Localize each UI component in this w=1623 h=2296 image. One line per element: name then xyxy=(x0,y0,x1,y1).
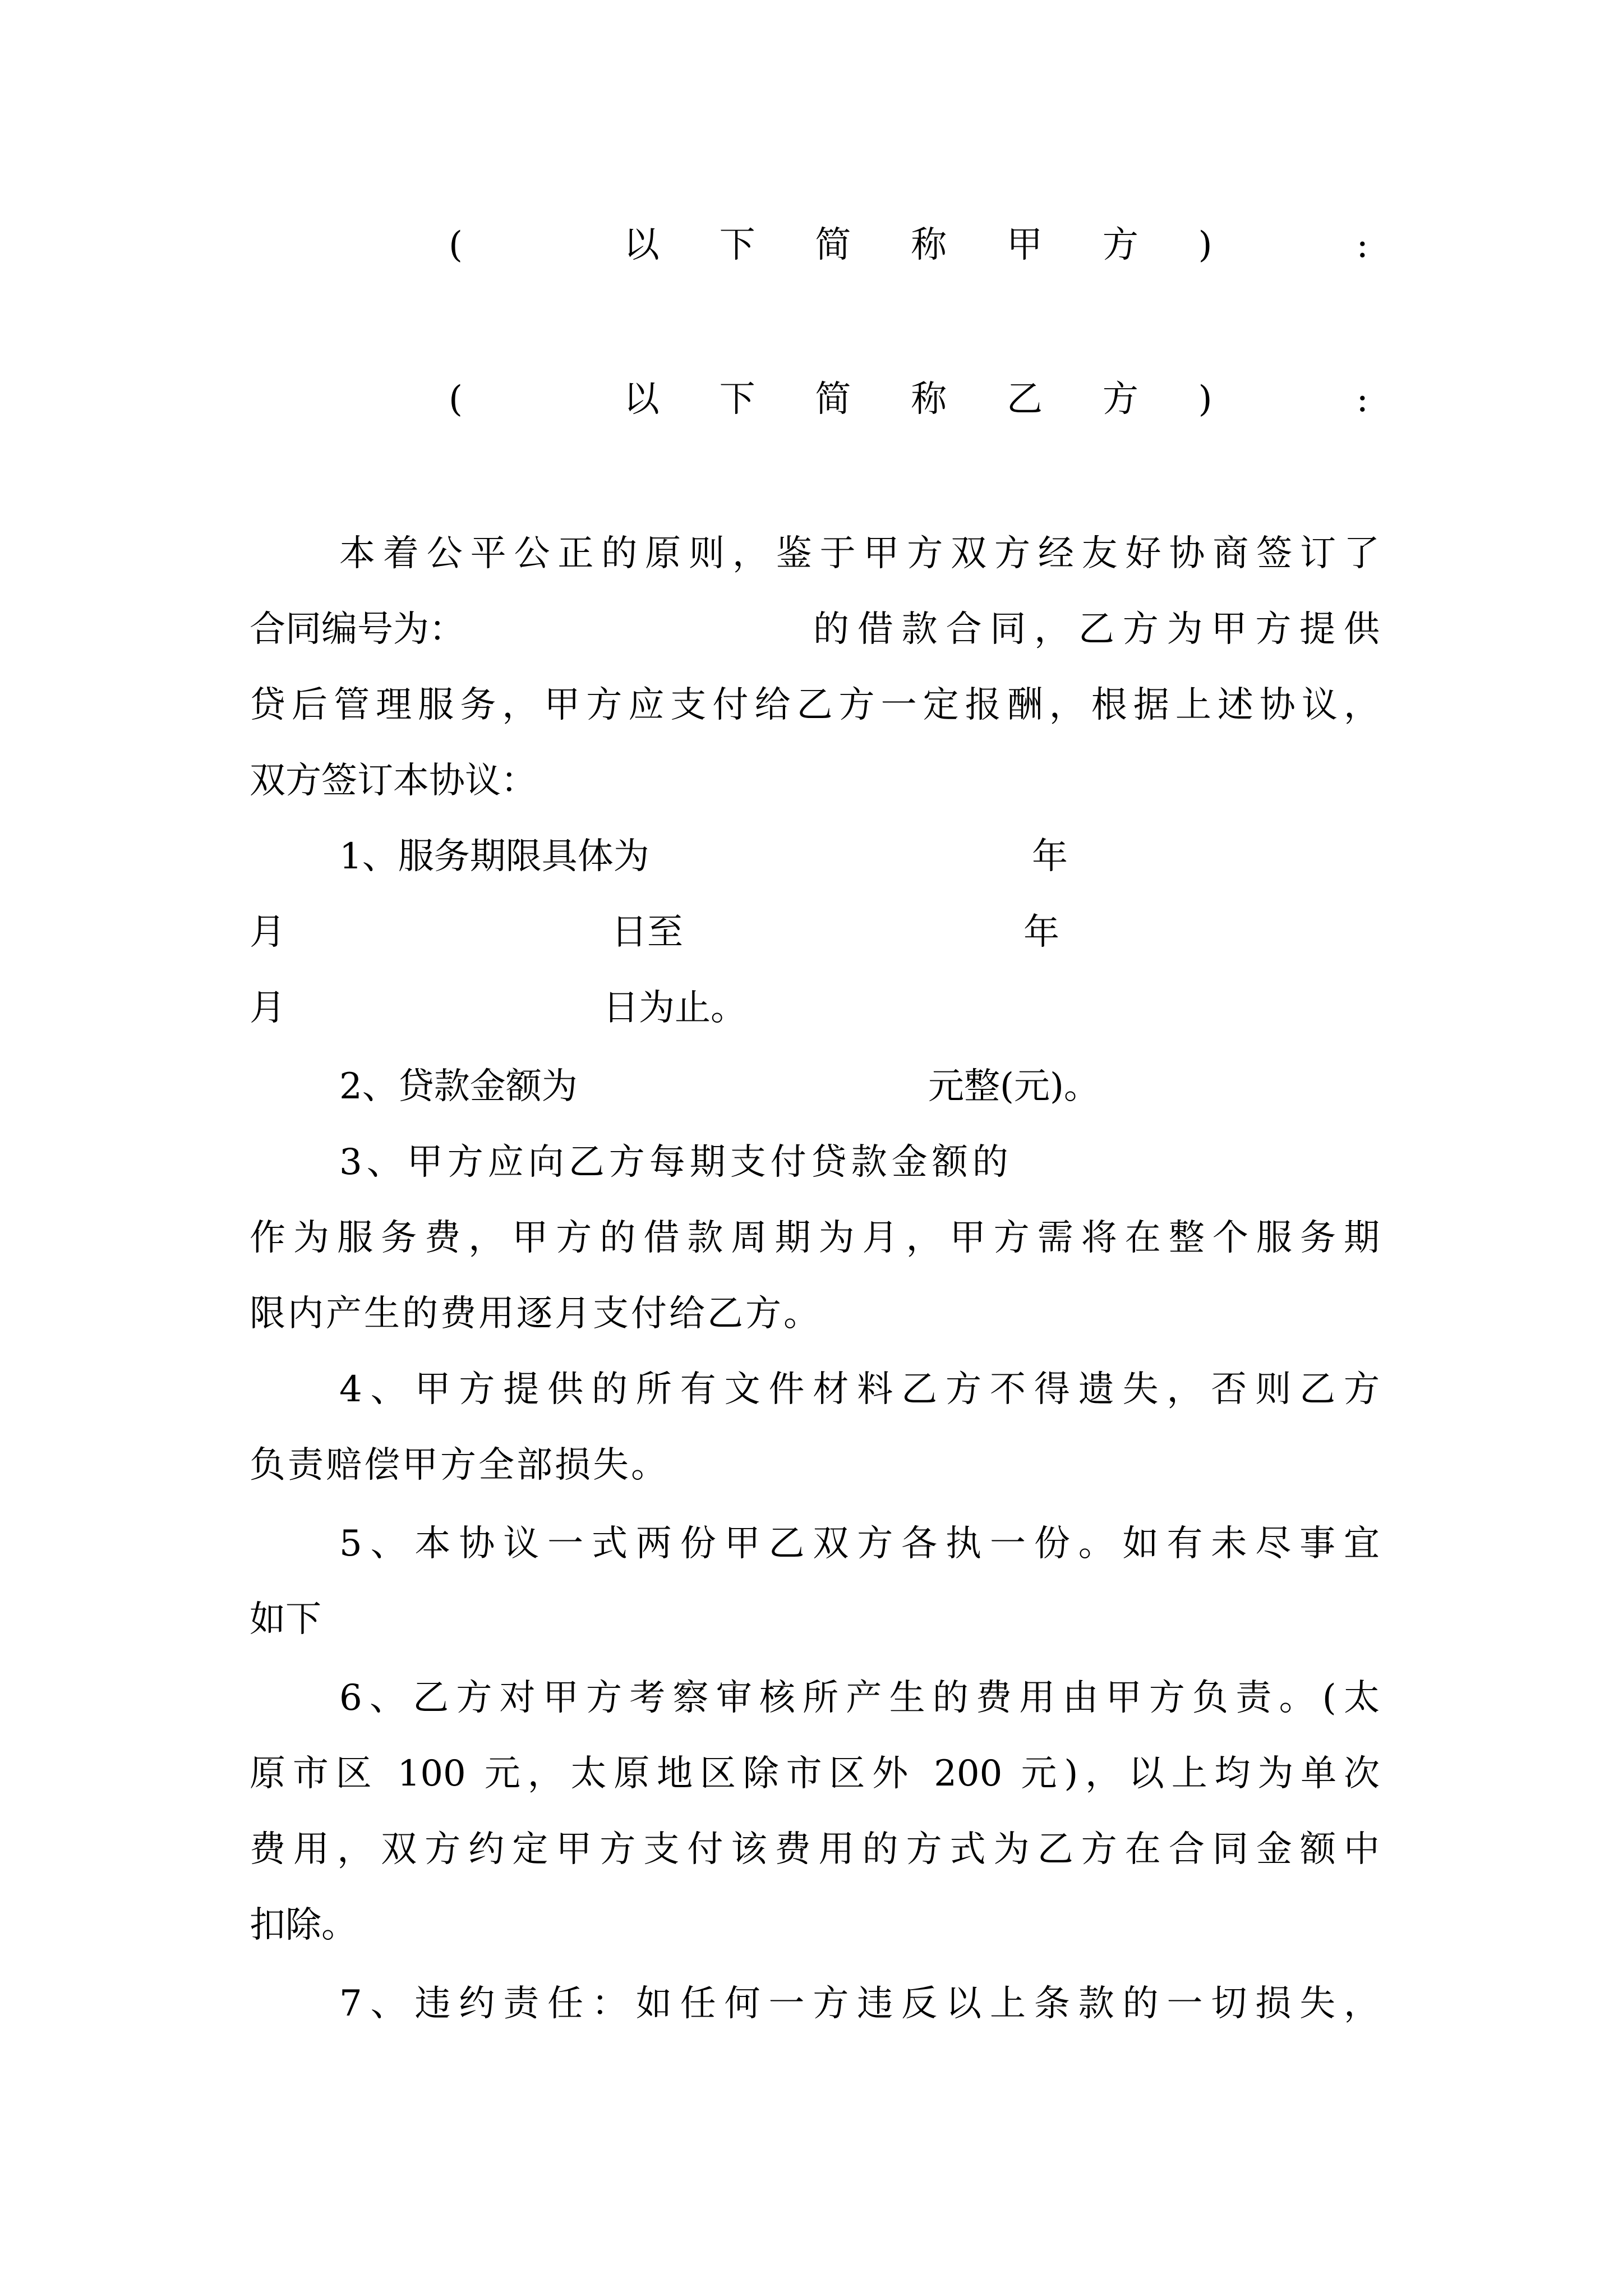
clause-3-line-2: 作为服务费，甲方的借款周期为月，甲方需将在整个服务期 xyxy=(250,1217,1380,1259)
clause-5-line-1: 5、本协议一式两份甲乙双方各执一份。如有未尽事宜 xyxy=(339,1523,1380,1565)
intro-line-2a: 合同编号为： xyxy=(250,609,465,650)
clause-6-line-2: 原市区 100 元，太原地区除市区外 200 元)，以上均为单次 xyxy=(250,1753,1380,1795)
clause-6-line-4: 扣除。 xyxy=(250,1904,357,1946)
clause-1-day-to: 日至 xyxy=(611,912,683,953)
clause-1-month-2: 月 xyxy=(250,987,285,1029)
clause-5-line-2: 如下 xyxy=(250,1599,321,1640)
party-b-char: 以 xyxy=(623,379,660,420)
clause-1-year-2: 年 xyxy=(1023,912,1059,953)
party-b-char: ( xyxy=(449,379,463,420)
clause-4-line-2: 负责赔偿甲方全部损失。 xyxy=(250,1444,669,1486)
clause-6-line-3: 费用，双方约定甲方支付该费用的方式为乙方在合同金额中 xyxy=(250,1829,1380,1870)
party-a-char: 下 xyxy=(719,224,755,266)
party-b-char: : xyxy=(1356,379,1368,420)
clause-2-amount-unit: 元整(元)。 xyxy=(928,1066,1100,1107)
party-b-char: 方 xyxy=(1102,379,1138,420)
party-a-char: 甲 xyxy=(1007,224,1043,266)
party-b-char: 简 xyxy=(815,379,851,420)
intro-line-3: 贷后管理服务，甲方应支付给乙方一定报酬，根据上述协议， xyxy=(250,684,1380,726)
intro-line-1: 本着公平公正的原则，鉴于甲方双方经友好协商签订了 xyxy=(339,533,1380,574)
clause-7-line-1: 7、违约责任：如任何一方违反以上条款的一切损失， xyxy=(339,1983,1380,2024)
clause-1-text: 1、服务期限具体为 xyxy=(339,836,649,877)
party-a-char: 称 xyxy=(911,224,947,266)
clause-4-line-1: 4、甲方提供的所有文件材料乙方不得遗失，否则乙方 xyxy=(339,1369,1380,1410)
party-a-char: ) xyxy=(1198,224,1212,266)
clause-6-line-1: 6、乙方对甲方考察审核所产生的费用由甲方负责。(太 xyxy=(339,1677,1380,1719)
clause-3-line-3: 限内产生的费用逐月支付给乙方。 xyxy=(250,1293,822,1335)
clause-1-year: 年 xyxy=(1032,836,1068,877)
party-b-char: ) xyxy=(1198,379,1212,420)
party-a-char: 方 xyxy=(1102,224,1138,266)
party-a-char: ( xyxy=(449,224,463,266)
clause-2-text: 2、贷款金额为 xyxy=(339,1066,578,1107)
intro-line-2b: 的借款合同，乙方为甲方提供 xyxy=(813,609,1380,650)
party-b-char: 称 xyxy=(911,379,947,420)
clause-3-line-1: 3、甲方应向乙方每期支付贷款金额的 xyxy=(339,1142,1013,1183)
party-b-line xyxy=(449,379,1368,420)
party-a-char: 以 xyxy=(623,224,660,266)
clause-1-month: 月 xyxy=(250,912,285,953)
party-b-char: 下 xyxy=(719,379,755,420)
party-a-line xyxy=(449,224,1368,266)
intro-line-4: 双方签订本协议： xyxy=(250,760,537,802)
party-a-char: 简 xyxy=(815,224,851,266)
party-a-char: : xyxy=(1356,224,1368,266)
party-b-char: 乙 xyxy=(1007,379,1043,420)
clause-1-end: 日为止。 xyxy=(603,987,746,1029)
